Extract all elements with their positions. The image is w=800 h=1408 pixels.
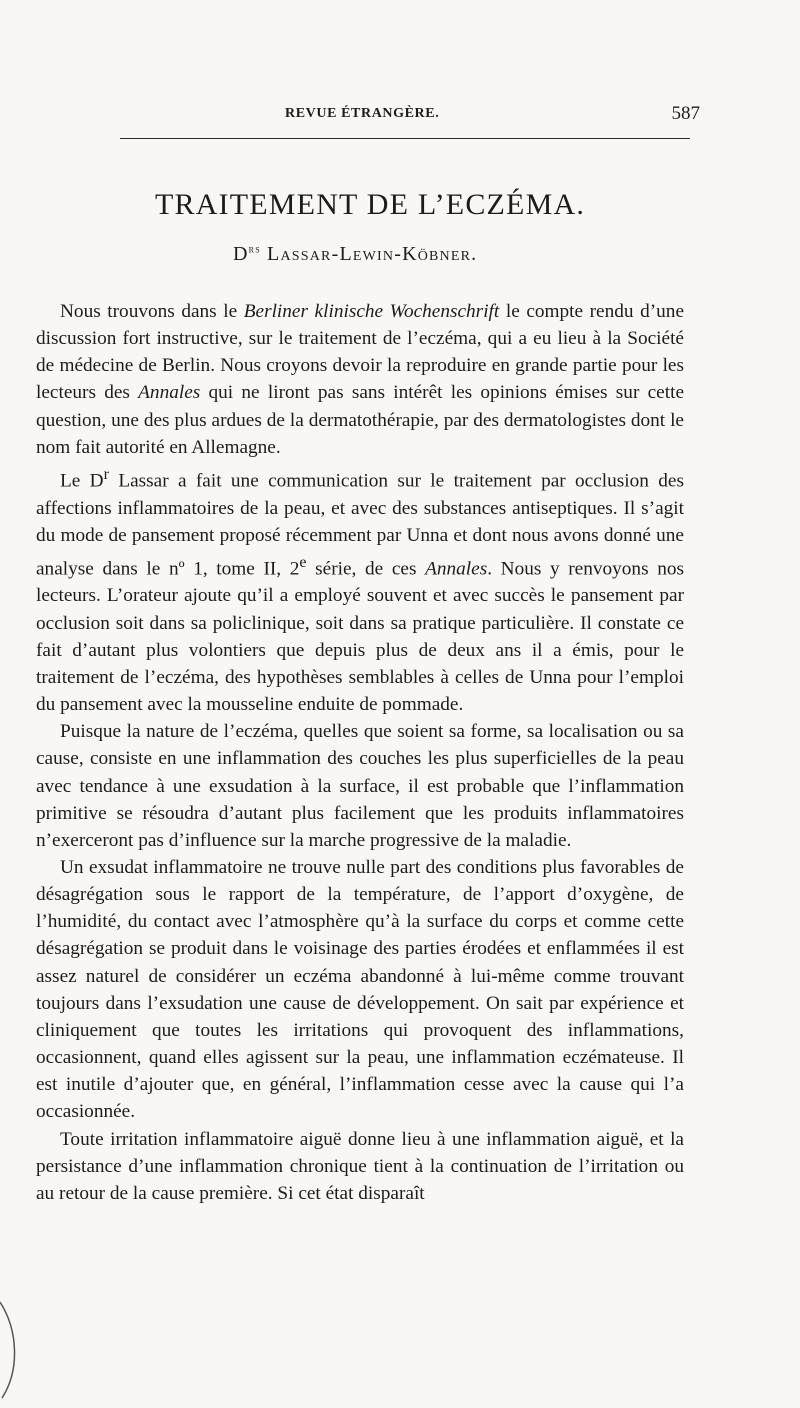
article-title: TRAITEMENT DE L’ECZÉMA. xyxy=(154,188,586,221)
paragraph-4: Un exsudat inflammatoire ne trouve nulle part des conditions plus favorables de désagrégation sous le rapport de la température, de l’apport d’oxygène, de l’humidité, du contact avec l’atmosphère qu’à la surface du corps et comme cette désagrégation se produit dans le voisinage des parties érodées et enflammées il est assez naturel de considérer un eczéma abandonné à lui-même comme trouvant toujours dans l’exsudation une cause de développement. On sait par expérience et cliniquement que toutes les irritations qui provoquent des inflammations, occasionnent, quand elles agissent sur la peau, une inflammation eczémateuse. Il est inutile d’ajouter que, en général, l’inflammation cesse avec la cause qui l’a occasionnée. xyxy=(36,856,684,1123)
paragraph-2-superscript: r xyxy=(103,465,109,483)
running-head xyxy=(120,103,700,126)
paragraph-1-text-c: qui ne liront pas sans intérêt les opinions émises sur cette question, une des plus ardues de la dermatothérapie, par des dermatologistes dont le nom fait autorité en Allemagne. xyxy=(36,382,685,458)
header-rule xyxy=(120,138,690,139)
paragraph-2-text-c: série, de ces xyxy=(306,558,426,580)
journal-title-italic: Berliner klinische Wochenschrift xyxy=(243,301,500,322)
paragraph-3: Puisque la nature de l’eczéma, quelles que soient sa forme, sa localisation ou sa cause, consiste en une inflammation des couches les plus superficielles de la peau avec tendance à une exsudation à la surface, il est probable que l’inflammation primitive se résoudra d’autant plus facilement que les produits inflammatoires n’exerceront pas d’influence sur la marche progressive de la maladie. xyxy=(36,721,684,851)
authors-superscript: rs xyxy=(248,243,261,256)
annales-italic-2: Annales xyxy=(425,558,488,580)
authors-prefix: D xyxy=(233,243,249,265)
annales-italic: Annales xyxy=(138,382,201,404)
paragraph-1-text-a: Nous trouvons dans le xyxy=(60,301,244,322)
margin-bracket-mark xyxy=(0,1300,26,1400)
page-number: 587 xyxy=(671,103,700,124)
article-body xyxy=(36,298,684,1207)
authors-names: Lassar-Lewin-Köbner. xyxy=(260,243,478,265)
paragraph-2-text-a: Le D xyxy=(60,470,104,492)
article-authors xyxy=(233,243,477,266)
paragraph-1-text-b: le compte rendu d’une discussion fort instructive, sur le traitement de l’eczéma, qui a eu lieu à la Société de médecine de Berlin. Nous croyons devoir la reproduire en grande partie pour les lecteurs des xyxy=(36,301,685,404)
running-title: REVUE ÉTRANGÈRE. xyxy=(285,106,440,121)
paragraph-2-superscript-2: e xyxy=(299,553,307,571)
paragraph-1 xyxy=(36,298,684,461)
paragraph-2 xyxy=(36,461,684,718)
paragraph-5: Toute irritation inflammatoire aiguë donne lieu à une inflammation aiguë, et la persistance d’une inflammation chronique tient à la continuation de l’irritation ou au retour de la cause première. Si cet état disparaît xyxy=(36,1128,684,1204)
paragraph-2-text-d: . Nous y renvoyons nos lecteurs. L’orateur ajoute qu’il a employé souvent et avec succès le pansement par occlusion soit dans sa policlinique, soit dans sa pratique particulière. Il constate ce fait d’autant plus volontiers que depuis plus de deux ans il a émis, pour le traitement de l’eczéma, des hypothèses semblables à celles de Unna pour l’emploi du pansement avec la mousseline enduite de pommade. xyxy=(36,558,684,716)
paragraph-2-text-b: Lassar a fait une communication sur le traitement par occlusion des affections inflammatoires de la peau, et avec des substances antiseptiques. Il s’agit du mode de pansement proposé récemment par Unna et dont nous avons donné une analyse dans le nº 1, tome II, 2 xyxy=(36,470,684,580)
